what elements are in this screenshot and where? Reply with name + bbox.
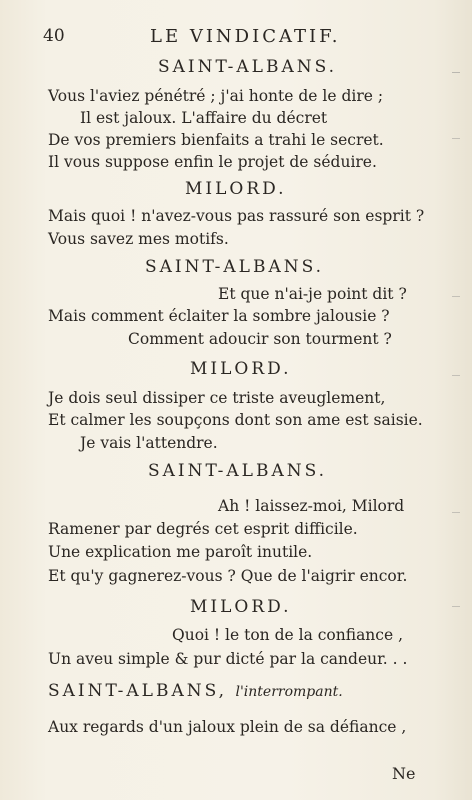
speaker-heading: MILORD. <box>190 359 292 379</box>
speaker-heading: SAINT-ALBANS. <box>145 257 325 277</box>
verse-line: Il est jaloux. L'affaire du décret <box>80 109 328 127</box>
speaker-heading: MILORD. <box>185 179 287 199</box>
show-through-mark <box>452 138 460 139</box>
show-through-mark <box>452 375 460 376</box>
show-through-mark <box>452 72 460 73</box>
stage-direction: l'interrompant. <box>235 684 343 700</box>
speaker-heading: MILORD. <box>190 597 292 617</box>
show-through-mark <box>452 296 460 297</box>
speaker-heading: SAINT-ALBANS. <box>148 461 328 481</box>
speaker-heading: SAINT-ALBANS. <box>158 57 338 77</box>
verse-line: Aux regards d'un jaloux plein de sa défiance , <box>48 718 407 736</box>
verse-line: Je dois seul dissiper ce triste aveuglement, <box>48 389 386 407</box>
verse-line: Vous savez mes motifs. <box>48 230 229 248</box>
verse-line: Quoi ! le ton de la confiance , <box>172 626 404 644</box>
page-header <box>0 24 472 48</box>
verse-line: Un aveu simple & pur dicté par la candeur. . . <box>48 650 408 668</box>
verse-line: Je vais l'attendre. <box>80 434 218 452</box>
page-number: 40 <box>43 26 65 46</box>
verse-line: De vos premiers bienfaits a trahi le secret. <box>48 131 384 149</box>
catchword: Ne <box>392 764 416 783</box>
verse-line: Vous l'aviez pénétré ; j'ai honte de le dire ; <box>48 87 384 105</box>
verse-line: Mais comment éclaiter la sombre jalousie ? <box>48 307 390 325</box>
verse-line: Et que n'ai-je point dit ? <box>218 285 407 303</box>
speaker-heading-with-stage-direction <box>48 680 343 703</box>
show-through-mark <box>452 512 460 513</box>
show-through-mark <box>452 606 460 607</box>
verse-line: Il vous suppose enfin le projet de séduire. <box>48 153 377 171</box>
speaker-name: SAINT-ALBANS, <box>48 681 228 701</box>
verse-line: Comment adoucir son tourment ? <box>128 330 392 348</box>
verse-line: Ramener par degrés cet esprit difficile. <box>48 520 358 538</box>
verse-line: Et calmer les soupçons dont son ame est saisie. <box>48 411 423 429</box>
verse-line: Et qu'y gagnerez-vous ? Que de l'aigrir encor. <box>48 567 408 585</box>
verse-line: Une explication me paroît inutile. <box>48 543 313 561</box>
running-title: LE VINDICATIF. <box>150 26 341 47</box>
verse-line: Ah ! laissez-moi, Milord <box>218 497 405 515</box>
verse-line: Mais quoi ! n'avez-vous pas rassuré son esprit ? <box>48 207 425 225</box>
